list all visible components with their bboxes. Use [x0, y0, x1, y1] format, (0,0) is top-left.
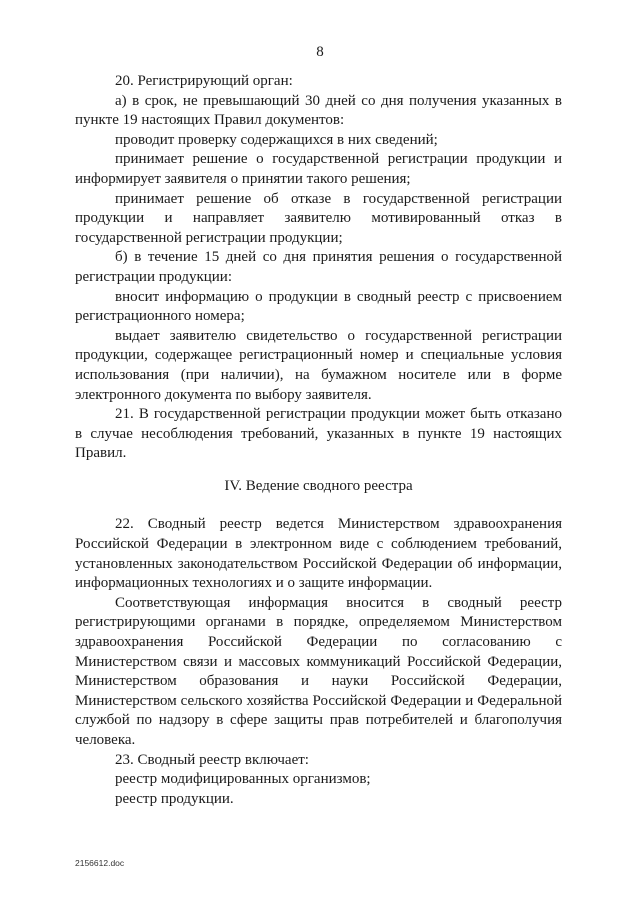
page-number: 8	[316, 44, 324, 60]
paragraph-20b: б) в течение 15 дней со дня принятия решения о государственной регистрации продукции:	[75, 249, 562, 285]
paragraph-20a-decision: принимает решение о государственной регистрации продукции и информирует заявителя о принятии такого решения;	[75, 151, 562, 187]
paragraph-20b-register: вносит информацию о продукции в сводный реестр с присвоением регистрационного номера;	[75, 288, 562, 325]
document-body	[75, 72, 562, 809]
paragraph-21: 21. В государственной регистрации продукции может быть отказано в случае несоблюдения требований, указанных в пункте 19 настоящих Правил.	[75, 406, 562, 462]
paragraph-20a-refusal: принимает решение об отказе в государственной регистрации продукции и направляет заявителю мотивированный отказ в государственной регистрации продукции;	[75, 190, 562, 246]
paragraph-22: 22. Сводный реестр ведется Министерством здравоохранения Российской Федерации в электронном виде с соблюдением требований, установленных законодательством Российской Федерации об информации, информационных технологиях и о защите информации.	[75, 516, 562, 592]
paragraph-23: 23. Сводный реестр включает:	[115, 751, 309, 768]
paragraph-23-products: реестр продукции.	[115, 790, 234, 807]
paragraph-20b-certificate: выдает заявителю свидетельство о государственной регистрации продукции, содержащее регистрационный номер и специальные условия использования (при наличии), на бумажном носителе или в форме электронного документа по выбору заявителя.	[75, 327, 562, 403]
paragraph-20a-check: проводит проверку содержащихся в них сведений;	[115, 131, 438, 148]
paragraph-20a: а) в срок, не превышающий 30 дней со дня получения указанных в пункте 19 настоящих Правил документов:	[75, 92, 562, 129]
paragraph-23-organisms: реестр модифицированных организмов;	[115, 771, 371, 788]
paragraph-22-info: Соответствующая информация вносится в сводный реестр регистрирующими органами в порядке, определяемом Министерством здравоохранения Российской Федерации по согласованию с Министерством связи и массовых коммуникаций Российской Федерации, Министерством образования и науки Российской Федерации, Министерством сельского хозяйства Российской Федерации и Федеральной службой по надзору в сфере защиты прав потребителей и благополучия человека.	[75, 594, 562, 748]
paragraph-20: 20. Регистрирующий орган:	[115, 73, 293, 89]
file-name-footer: 2156612.doc	[75, 858, 125, 868]
section-heading: IV. Ведение сводного реестра	[224, 477, 413, 494]
